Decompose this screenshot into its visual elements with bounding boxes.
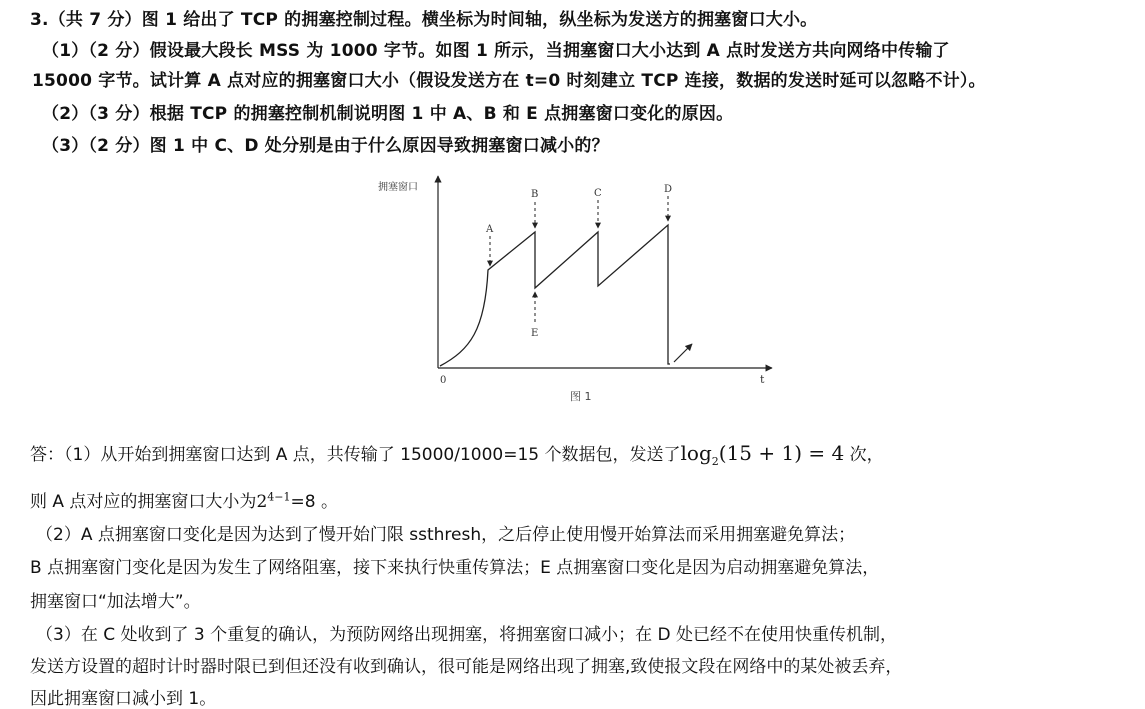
question-part1-line1: （1）（2 分）假设最大段长 MSS 为 1000 字节。如图 1 所示，当拥塞窗口大小达到 A 点时发送方共向网络中传输了 [42, 41, 950, 61]
answer-part2-line1: （2）A 点拥塞窗口变化是因为达到了慢开始门限 ssthresh，之后停止使用慢开始算法而采用拥塞避免算法； [36, 525, 856, 545]
question-part1-line2: 15000 字节。试计算 A 点对应的拥塞窗口大小（假设发送方在 t=0 时刻建立 TCP 连接，数据的发送时延可以忽略不计）。 [32, 71, 986, 91]
point-b-label: B [531, 189, 539, 200]
answer-part3-line1: （3）在 C 处收到了 3 个重复的确认，为预防网络出现拥塞，将拥塞窗口减小；在 D 处已经不在使用快重传机制， [36, 625, 898, 645]
restart-arrow [674, 344, 692, 362]
question-part3: （3）（2 分）图 1 中 C、D 处分别是由于什么原因导致拥塞窗口减小的？ [42, 136, 609, 156]
question-part2: （2）（3 分）根据 TCP 的拥塞控制机制说明图 1 中 A、B 和 E 点拥塞窗口变化的原因。 [42, 104, 734, 124]
congestion-window-curve [440, 225, 670, 366]
answer-part2-line2: B 点拥塞窗门变化是因为发生了网络阻塞，接下来执行快重传算法；E 点拥塞窗口变化是因为启动拥塞避免算法， [30, 558, 880, 578]
answer-part1-suffix: 次， [844, 445, 884, 465]
figure-caption: 图 1 [570, 390, 592, 403]
answer-part1-line1 [30, 440, 884, 468]
log-expression: $\log_2(15 + 1) = 4$ [680, 441, 845, 468]
power-expression: $2^{4-1}$ [256, 490, 291, 512]
answer-part3-line3: 因此拥塞窗口减小到 1。 [30, 689, 217, 709]
y-axis-label: 拥塞窗口 [378, 182, 418, 193]
origin-label: 0 [440, 375, 447, 386]
question-title: 3.（共 7 分）图 1 给出了 TCP 的拥塞控制过程。横坐标为时间轴，纵坐标为发送方的拥塞窗口大小。 [30, 10, 818, 30]
point-d-label: D [664, 184, 673, 195]
x-axis-label: t [760, 373, 765, 386]
answer-part2-line3: 拥塞窗口“加法增大”。 [30, 592, 201, 612]
point-e-label: E [531, 328, 539, 339]
point-c-label: C [594, 188, 602, 199]
answer-part3-line2: 发送方设置的超时计时器时限已到但还没有收到确认，很可能是网络出现了拥塞,致使报文段在网络中的某处被丢弃， [30, 657, 903, 677]
answer-part1-prefix: 答：（1）从开始到拥塞窗口达到 A 点，共传输了 15000/1000=15 个数据包，发送了 [30, 445, 681, 465]
congestion-window-figure [370, 170, 790, 410]
point-a-label: A [486, 224, 494, 235]
answer-part1-line2: 则 A 点对应的拥塞窗口大小为$2^{4-1}=8$ 。 [30, 490, 338, 512]
